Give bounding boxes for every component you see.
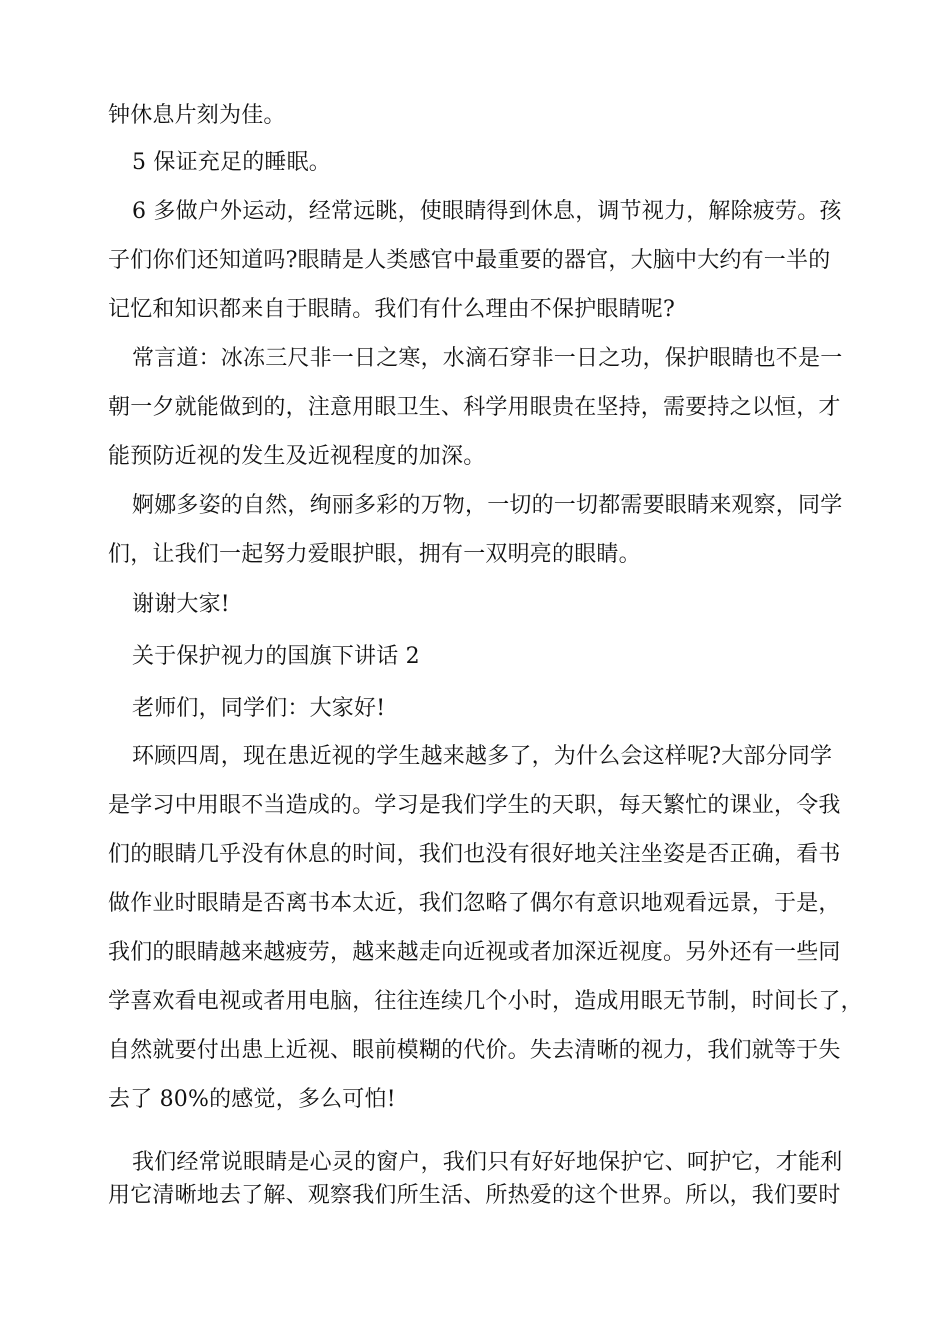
text-line: 常言道：冰冻三尺非一日之寒，水滴石穿非一日之功，保护眼睛也不是一	[132, 346, 843, 371]
text-line: 去了 80%的感觉，多么可怕!	[108, 1087, 396, 1112]
text-line: 老师们，同学们：大家好!	[132, 696, 386, 721]
text-line: 们，让我们一起努力爱眼护眼，拥有一双明亮的眼睛。	[108, 542, 641, 567]
text-line: 自然就要付出患上近视、眼前模糊的代价。失去清晰的视力，我们就等于失	[108, 1038, 841, 1063]
text-line: 5 保证充足的睡眠。	[132, 150, 331, 175]
text-line: 我们的眼睛越来越疲劳，越来越走向近视或者加深近视度。另外还有一些同	[108, 940, 841, 965]
text-line: 记忆和知识都来自于眼睛。我们有什么理由不保护眼睛呢?	[108, 297, 675, 322]
text-line: 钟休息片刻为佳。	[108, 103, 286, 128]
text-line: 6 多做户外运动，经常远眺，使眼睛得到休息，调节视力，解除疲劳。孩	[132, 199, 842, 224]
text-line: 们的眼睛几乎没有休息的时间，我们也没有很好地关注坐姿是否正确，看书	[108, 842, 841, 867]
text-line: 能预防近视的发生及近视程度的加深。	[108, 444, 486, 469]
text-line: 做作业时眼睛是否离书本太近，我们忽略了偶尔有意识地观看远景，于是，	[108, 891, 841, 916]
text-line: 学喜欢看电视或者用电脑，往往连续几个小时，造成用眼无节制，时间长了，	[108, 989, 863, 1014]
text-line: 我们经常说眼睛是心灵的窗户，我们只有好好地保护它、呵护它，才能利	[132, 1150, 843, 1175]
text-line: 是学习中用眼不当造成的。学习是我们学生的天职，每天繁忙的课业，令我	[108, 793, 841, 818]
text-line: 环顾四周，现在患近视的学生越来越多了，为什么会这样呢?大部分同学	[132, 744, 833, 769]
text-line: 谢谢大家!	[132, 592, 230, 617]
text-line: 子们你们还知道吗?眼睛是人类感官中最重要的器官，大脑中大约有一半的	[108, 248, 831, 273]
text-line: 用它清晰地去了解、观察我们所生活、所热爱的这个世界。所以，我们要时	[108, 1183, 841, 1208]
section-heading: 关于保护视力的国旗下讲话 2	[132, 644, 420, 669]
text-line: 朝一夕就能做到的，注意用眼卫生、科学用眼贵在坚持，需要持之以恒，才	[108, 395, 841, 420]
text-line: 婀娜多姿的自然，绚丽多彩的万物，一切的一切都需要眼睛来观察，同学	[132, 493, 843, 518]
